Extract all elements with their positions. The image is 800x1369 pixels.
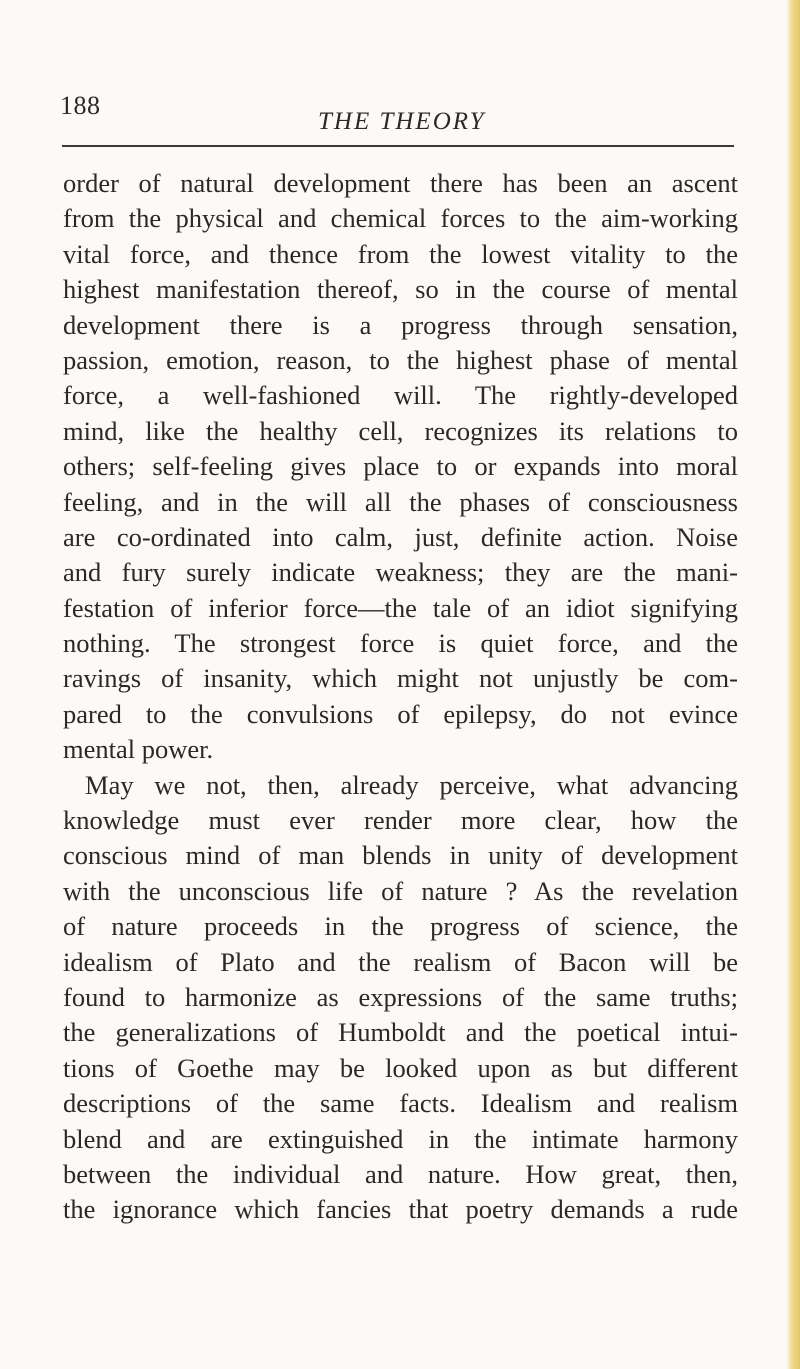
text-line: development there is a progress through sensation,: [63, 309, 738, 340]
header-rule: [62, 145, 734, 147]
text-line: between the individual and nature. How great, then,: [63, 1158, 738, 1189]
text-line: festation of inferior force—the tale of an idiot signifying: [63, 592, 738, 623]
text-line: force, a well-fashioned will. The rightly-developed: [63, 380, 738, 411]
text-line: order of natural development there has been an ascent: [63, 168, 738, 198]
text-line: idealism of Plato and the realism of Bacon will be: [63, 946, 738, 977]
text-line: found to harmonize as expressions of the same truths;: [63, 981, 738, 1012]
text-line: with the unconscious life of nature ? As the revelation: [63, 875, 738, 906]
text-line: highest manifestation thereof, so in the course of mental: [63, 274, 738, 305]
page-number: 188: [60, 91, 101, 120]
text-line: of nature proceeds in the progress of science, the: [63, 911, 738, 942]
text-line: mind, like the healthy cell, recognizes its relations to: [63, 415, 738, 446]
text-line: passion, emotion, reason, to the highest phase of mental: [63, 344, 738, 375]
text-line: are co-ordinated into calm, just, definite action. Noise: [63, 521, 738, 552]
body-text: [63, 166, 738, 1228]
text-line: conscious mind of man blends in unity of development: [63, 840, 738, 871]
text-line: the ignorance which fancies that poetry demands a rude: [63, 1194, 738, 1225]
text-line: ravings of insanity, which might not unjustly be com-: [63, 663, 738, 694]
paragraph-start-line: May we not, then, already perceive, what advancing: [85, 769, 738, 800]
paragraph-end-line: mental power.: [63, 734, 214, 765]
text-line: knowledge must ever render more clear, how the: [63, 805, 738, 836]
text-line: blend and are extinguished in the intimate harmony: [63, 1123, 738, 1154]
text-line: feeling, and in the will all the phases of consciousness: [63, 486, 738, 517]
text-line: descriptions of the same facts. Idealism and realism: [63, 1088, 738, 1119]
text-line: from the physical and chemical forces to the aim-working: [63, 203, 738, 234]
text-line: tions of Goethe may be looked upon as but different: [63, 1052, 738, 1083]
running-head: THE THEORY: [318, 108, 486, 135]
text-line: vital force, and thence from the lowest vitality to the: [63, 238, 738, 269]
page-edge: [786, 0, 800, 1369]
text-line: nothing. The strongest force is quiet force, and the: [63, 628, 738, 659]
text-line: and fury surely indicate weakness; they are the mani-: [63, 557, 738, 588]
text-line: pared to the convulsions of epilepsy, do not evince: [63, 698, 738, 729]
text-line: others; self-feeling gives place to or expands into moral: [63, 451, 738, 482]
text-line: the generalizations of Humboldt and the poetical intui-: [63, 1017, 738, 1048]
